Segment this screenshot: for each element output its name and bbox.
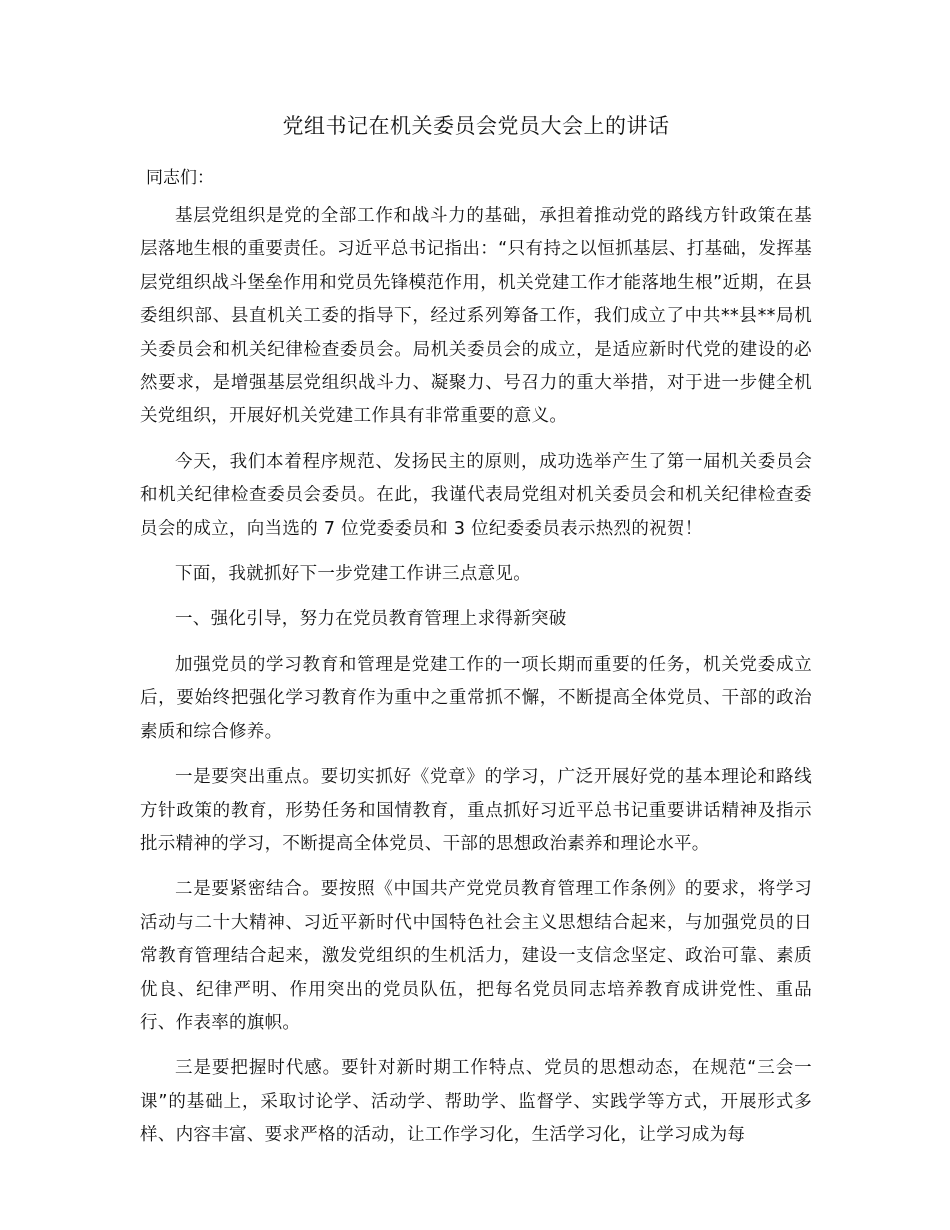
- paragraph-4: 加强党员的学习教育和管理是党建工作的一项长期而重要的任务，机关党委成立后，要始终把强化学习教育作为重中之重常抓不懈，不断提高全体党员、干部的政治素质和综合修养。: [140, 654, 812, 742]
- paragraph-1: 基层党组织是党的全部工作和战斗力的基础，承担着推动党的路线方针政策在基层落地生根的重要责任。习近平总书记指出：“只有持之以恒抓基层、打基础，发挥基层党组织战斗堡垒作用和党员先锋模范作用，机关党建工作才能落地生根”近期，在县委组织部、县直机关工委的指导下，经过系列筹备工作，我们成立了中共**县**局机关委员会和机关纪律检查委员会。局机关委员会的成立，是适应新时代党的建设的必然要求，是增强基层党组织战斗力、凝聚力、号召力的重大举措，对于进一步健全机关党组织，开展好机关党建工作具有非常重要的意义。: [140, 206, 812, 427]
- document-body: [140, 200, 812, 1165]
- paragraph-6: 二是要紧密结合。要按照《中国共产党党员教育管理工作条例》的要求，将学习活动与二十大精神、习近平新时代中国特色社会主义思想结合起来，与加强党员的日常教育管理结合起来，激发党组织的生机活力，建设一支信念坚定、政治可靠、素质优良、纪律严明、作用突出的党员队伍，把每名党员同志培养教育成讲党性、重品行、作表率的旗帜。: [140, 879, 812, 1033]
- section-heading-1: 一、强化引导，努力在党员教育管理上求得新突破: [175, 609, 567, 630]
- document-title: 党组书记在机关委员会党员大会上的讲话: [282, 114, 670, 138]
- salutation: 同志们：: [146, 168, 214, 188]
- paragraph-5: 一是要突出重点。要切实抓好《党章》的学习，广泛开展好党的基本理论和路线方针政策的教育，形势任务和国情教育，重点抓好习近平总书记重要讲话精神及指示批示精神的学习，不断提高全体党员、干部的思想政治素养和理论水平。: [140, 767, 812, 854]
- paragraph-2: 今天，我们本着程序规范、发扬民主的原则，成功选举产生了第一届机关委员会和机关纪律检查委员会委员。在此，我谨代表局党组对机关委员会和机关纪律检查委员会的成立，向当选的 7 位党委委员和 3 位纪委委员表示热烈的祝贺！: [140, 451, 812, 539]
- paragraph-7: 三是要把握时代感。要针对新时期工作特点、党员的思想动态，在规范“三会一课”的基础上，采取讨论学、活动学、帮助学、监督学、实践学等方式，开展形式多样、内容丰富、要求严格的活动，让工作学习化，生活学习化，让学习成为每: [140, 1058, 812, 1146]
- paragraph-3: 下面，我就抓好下一步党建工作讲三点意见。: [175, 564, 531, 585]
